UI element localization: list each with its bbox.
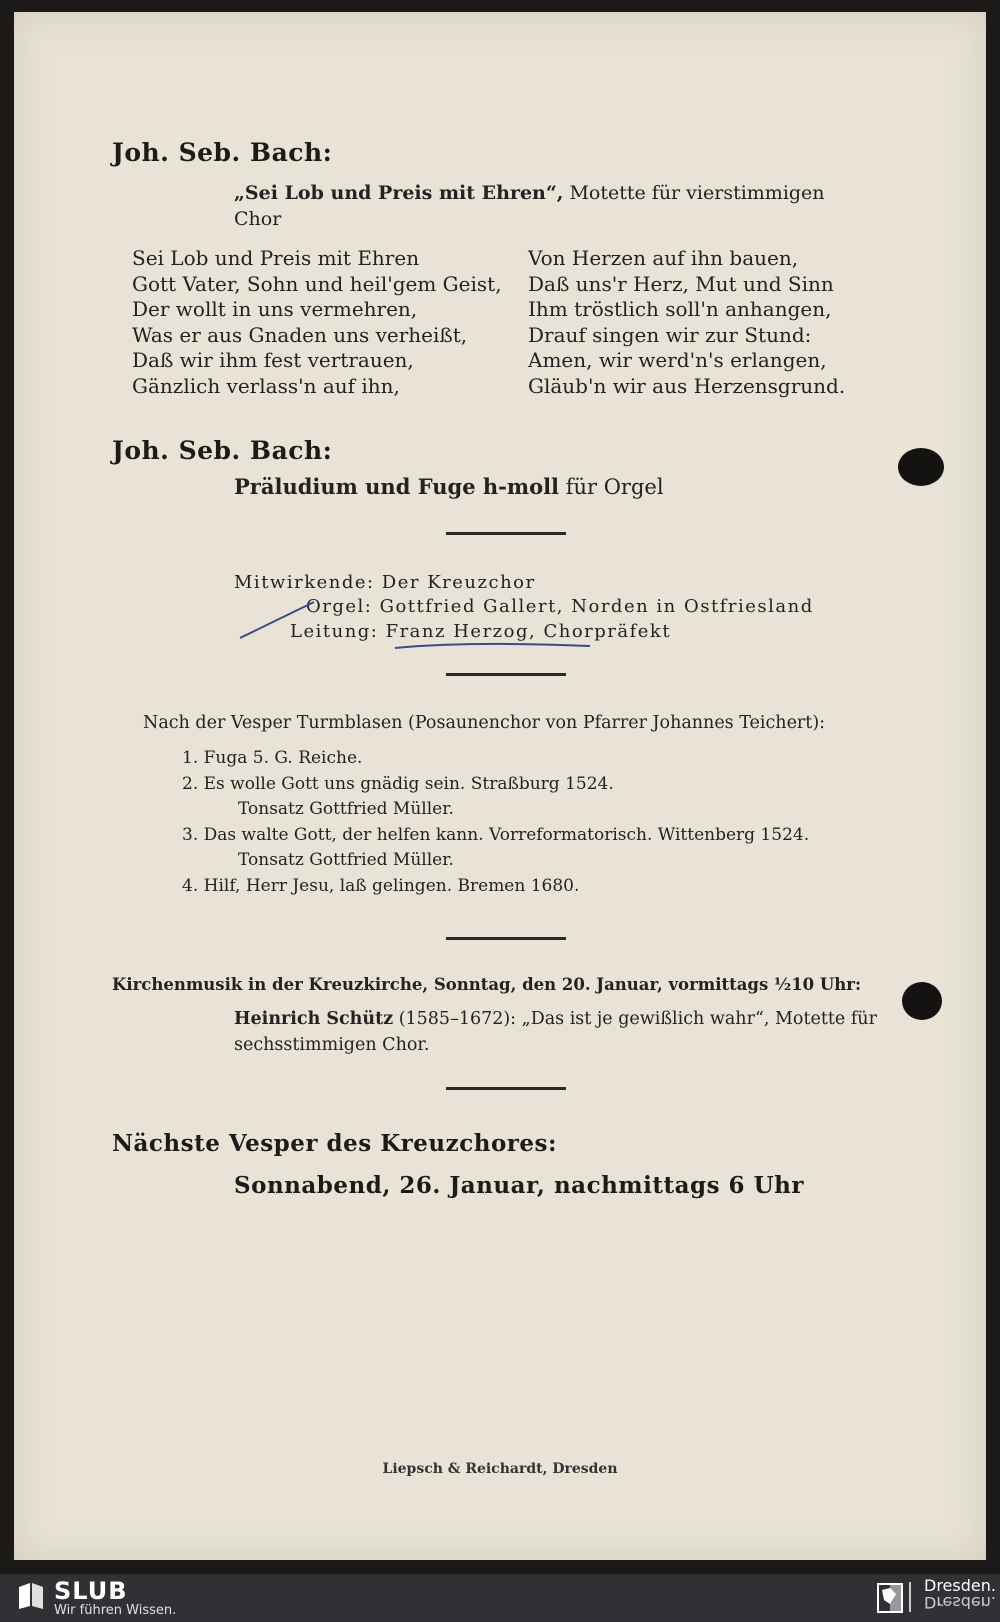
divider	[446, 673, 566, 676]
verse-line: Von Herzen auf ihn bauen,	[528, 246, 799, 270]
section2-work	[234, 474, 664, 500]
performers-line3: Leitung: Franz Herzog, Chorpräfekt	[290, 621, 672, 642]
verse-line: Drauf singen wir zur Stund:	[528, 322, 812, 347]
footer-brand: SLUB	[54, 1577, 128, 1605]
next-vesper-heading: Nächste Vesper des Kreuzchores:	[112, 1130, 557, 1157]
turmblasen-item: 1. Fuga 5. G. Reiche.	[182, 748, 363, 768]
section1-work-title: „Sei Lob und Preis mit Ehren“,	[234, 182, 564, 204]
pencil-slash	[240, 602, 314, 638]
section1-composer: Joh. Seb. Bach:	[112, 138, 333, 167]
verse-line: Sei Lob und Preis mit Ehren	[132, 246, 420, 270]
pencil-marks	[230, 592, 610, 656]
verse-line: Was er aus Gnaden uns verheißt,	[132, 322, 468, 347]
punch-hole	[902, 982, 942, 1020]
turmblasen-item-detail: Tonsatz Gottfried Müller.	[238, 799, 454, 819]
next-vesper-date: Sonnabend, 26. Januar, nachmittags 6 Uhr	[234, 1172, 804, 1199]
verse-line: Amen, wir werd'n's erlangen,	[528, 348, 827, 373]
section2-composer: Joh. Seb. Bach:	[112, 436, 333, 465]
footer-city-line: Dresden.	[924, 1576, 996, 1595]
kirchenmusik-item	[234, 1006, 914, 1058]
coat-of-arms-icon	[876, 1580, 916, 1614]
section1-work-line2: Chor	[234, 208, 282, 230]
verse-line: Daß uns'r Herz, Mut und Sinn	[528, 271, 834, 296]
section2-work-rest: für Orgel	[559, 475, 664, 499]
section1-work	[234, 180, 914, 232]
punch-hole	[898, 448, 944, 486]
verse-line: Ihm tröstlich soll'n anhangen,	[528, 297, 832, 322]
turmblasen-item: 2. Es wolle Gott uns gnädig sein. Straßburg 1524.	[182, 773, 614, 794]
verse-line: Der wollt in uns vermehren,	[132, 297, 418, 322]
performers-line2: Orgel: Gottfried Gallert, Norden in Ostfriesland	[306, 596, 814, 617]
printer-imprint: Liepsch & Reichardt, Dresden	[382, 1461, 618, 1477]
section2-work-title: Präludium und Fuge h-moll	[234, 474, 560, 499]
section1-work-rest: Motette für vierstimmigen	[563, 182, 825, 204]
verse-line: Daß wir ihm fest vertrauen,	[132, 348, 414, 373]
footer-city-watermark	[924, 1578, 996, 1610]
performers-line1: Mitwirkende: Der Kreuzchor	[234, 572, 536, 593]
verse-line: Gott Vater, Sohn und heil'gem Geist,	[132, 271, 502, 296]
footer-city-line-mirrored: Dresden.	[924, 1593, 996, 1612]
divider	[446, 532, 566, 535]
divider	[446, 1087, 566, 1090]
turmblasen-item: 4. Hilf, Herr Jesu, laß gelingen. Bremen 1680.	[182, 875, 580, 896]
kirchenmusik-composer: Heinrich Schütz	[234, 1009, 394, 1029]
turmblasen-intro: Nach der Vesper Turmblasen (Posaunenchor von Pfarrer Johannes Teichert):	[143, 713, 826, 733]
verse-line: Gläub'n wir aus Herzensgrund.	[528, 373, 846, 398]
verse-left-column	[132, 246, 522, 400]
turmblasen-item: 3. Das walte Gott, der helfen kann. Vorreformatorisch. Wittenberg 1524.	[182, 824, 810, 845]
pencil-underline	[395, 644, 590, 648]
turmblasen-list	[182, 746, 809, 899]
kirchenmusik-line2: sechsstimmigen Chor.	[234, 1035, 430, 1055]
verse-line: Gänzlich verlass'n auf ihn,	[132, 373, 400, 398]
turmblasen-item-detail: Tonsatz Gottfried Müller.	[238, 850, 454, 870]
book-icon	[16, 1580, 46, 1610]
footer-tagline: Wir führen Wissen.	[54, 1603, 177, 1618]
verse-right-column	[528, 246, 908, 400]
kirchenmusik-rest: (1585–1672): „Das ist je gewißlich wahr“, Motette für	[393, 1009, 877, 1029]
divider	[446, 937, 566, 940]
kirchenmusik-heading: Kirchenmusik in der Kreuzkirche, Sonntag, den 20. Januar, vormittags ½10 Uhr:	[112, 975, 862, 994]
